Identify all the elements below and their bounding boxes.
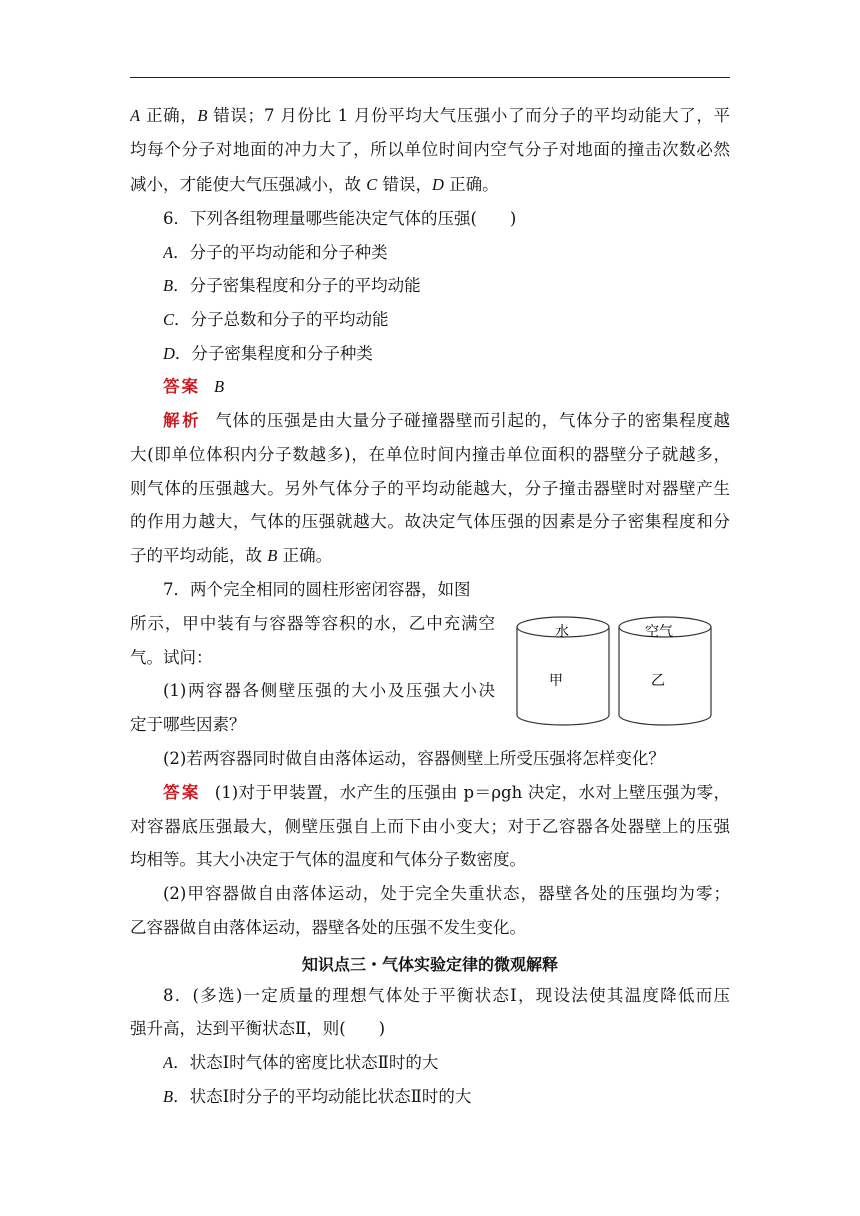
option-b — [163, 276, 730, 296]
answer-value: B — [214, 377, 225, 396]
option-letter: B — [267, 546, 278, 565]
text-span: 错误；7 月份比 1 月份平均大气压强小了而分子的平均动能大了，平 — [207, 106, 730, 125]
option-letter: B — [163, 1087, 174, 1106]
answer-7-line: 均相等。其大小决定于气体的温度和气体分子数密度。 — [130, 850, 526, 869]
container-left — [517, 617, 609, 725]
section-heading: 知识点三・气体实验定律的微观解释 — [301, 955, 558, 974]
text-span: 正确， — [140, 106, 198, 125]
question-7: 定于哪些因素？ — [130, 715, 246, 734]
question-7: 所示，甲中装有与容器等容积的水，乙中充满空 — [130, 614, 495, 633]
answer-7-line: (2)甲容器做自由落体运动，处于完全失重状态，器壁各处的压强均为零； — [163, 884, 730, 903]
option-a — [163, 243, 730, 263]
option-letter: B — [197, 106, 208, 125]
text-line — [130, 175, 730, 195]
text-span: 气体的压强是由大量分子碰撞器壁而引起的，气体分子的密集程度越 — [215, 411, 730, 430]
answer-7-line — [163, 783, 730, 803]
question-8: 8．(多选)一定质量的理想气体处于平衡状态Ⅰ，现设法使其温度降低而压 — [163, 986, 730, 1005]
option-a — [163, 1053, 730, 1073]
option-b — [163, 1087, 730, 1107]
header-rule — [130, 77, 730, 78]
option-letter: A — [163, 1053, 174, 1072]
option-letter: A — [130, 106, 141, 125]
answer-7-line: 对容器底压强最大，侧壁压强自上而下由小变大；对于乙容器各处器壁上的压强 — [130, 817, 730, 836]
question-7: 气。试问： — [130, 648, 213, 667]
text-span: (1)对于甲装置，水产生的压强由 p＝ρgh 决定，水对上壁压强为零， — [214, 783, 730, 802]
question-8: 强升高，达到平衡状态Ⅱ，则( ) — [130, 1019, 386, 1038]
text-span: 错误， — [377, 175, 433, 194]
text-line — [130, 106, 730, 126]
option-text: ．分子总数和分子的平均动能 — [174, 310, 389, 329]
option-c — [163, 310, 730, 330]
analysis-line — [130, 546, 730, 566]
water-label: 水 — [555, 624, 569, 640]
text-span: 正确。 — [443, 175, 499, 194]
answer-label: 答案 — [163, 377, 200, 396]
air-label: 空气 — [645, 624, 673, 640]
answer-7-line: 乙容器做自由落体运动，器壁各处的压强不发生变化。 — [130, 918, 526, 937]
question-7: 7．两个完全相同的圆柱形密闭容器，如图 — [163, 580, 471, 599]
question-6: 6．下列各组物理量哪些能决定气体的压强( ) — [163, 209, 517, 228]
option-d — [163, 344, 730, 364]
analysis-line: 则气体的压强越大。另外气体分子的平均动能越大，分子撞击器壁时对器壁产生 — [130, 479, 730, 498]
container-jia-label: 甲 — [549, 673, 563, 689]
question-7: (1)两容器各侧壁压强的大小及压强大小决 — [163, 681, 495, 700]
option-letter: A — [163, 243, 174, 262]
text-span: 减小，才能使大气压强减小，故 — [130, 175, 367, 194]
text-line: 均每个分子对地面的冲力大了，所以单位时间内空气分子对地面的撞击次数必然 — [130, 140, 730, 159]
question-7-part2: (2)若两容器同时做自由落体运动，容器侧壁上所受压强将怎样变化？ — [163, 749, 665, 768]
option-letter: D — [163, 344, 175, 363]
option-text: ．状态Ⅰ时气体的密度比状态Ⅱ时的大 — [173, 1053, 439, 1072]
analysis-line: 的作用力越大，气体的压强就越大。故决定气体压强的因素是分子密集程度和分 — [130, 512, 730, 531]
text-span: 子的平均动能，故 — [130, 546, 268, 565]
option-letter: C — [366, 175, 378, 194]
option-text: ．状态Ⅰ时分子的平均动能比状态Ⅱ时的大 — [173, 1087, 472, 1106]
analysis-line — [163, 411, 730, 431]
container-right — [619, 617, 711, 725]
analysis-label: 解析 — [163, 411, 202, 430]
answer-label: 答案 — [163, 783, 201, 802]
option-text: ．分子密集程度和分子的平均动能 — [173, 276, 421, 295]
answer-6 — [163, 377, 730, 397]
option-letter: D — [432, 175, 444, 194]
option-text: ．分子密集程度和分子种类 — [174, 344, 373, 363]
analysis-line: 大(即单位体积内分子数越多)，在单位时间内撞击单位面积的器壁分子就越多， — [130, 445, 730, 464]
text-span: 正确。 — [277, 546, 333, 565]
container-yi-label: 乙 — [651, 673, 665, 689]
option-text: ．分子的平均动能和分子种类 — [173, 243, 388, 262]
option-letter: B — [163, 276, 174, 295]
option-letter: C — [163, 310, 175, 329]
containers-figure — [505, 605, 727, 727]
